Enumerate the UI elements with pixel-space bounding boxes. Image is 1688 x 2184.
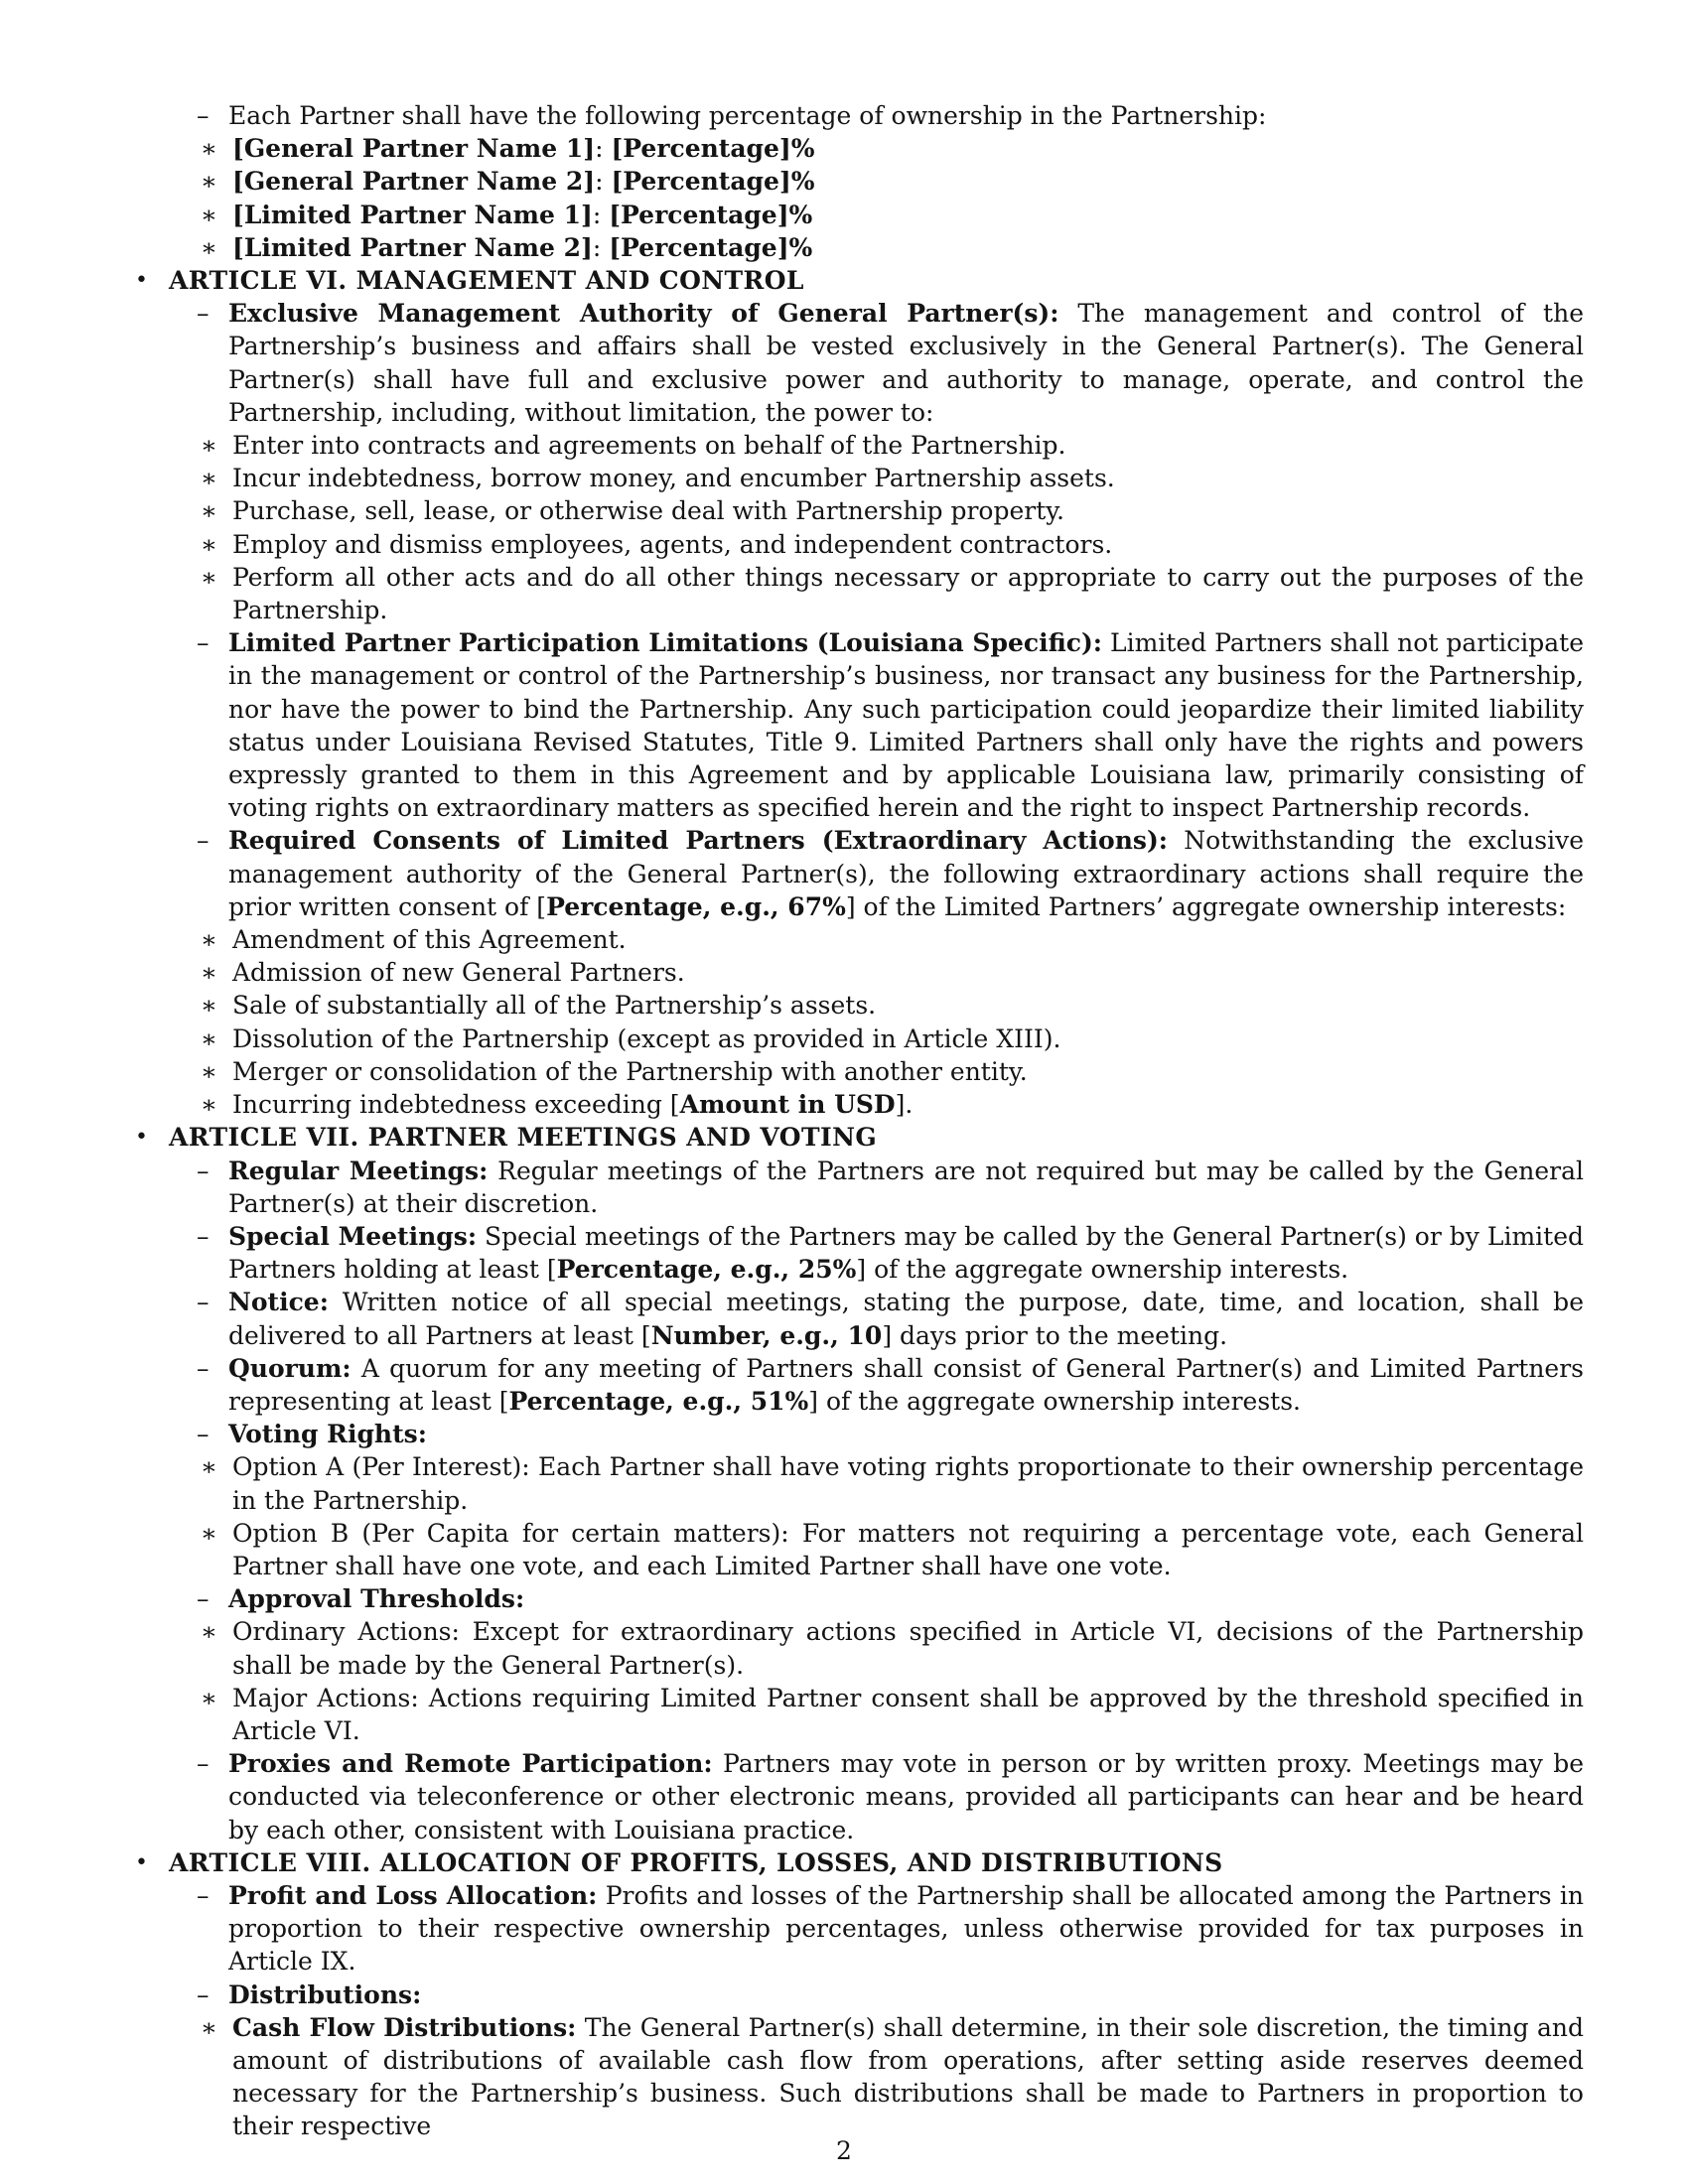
asterisk-marker: ∗: [201, 464, 217, 493]
list-item: ∗ Ordinary Actions: Except for extraordinary actions specified in Article VI, decisions of the Partnership shall be made by the General Partner(s).: [201, 1617, 1584, 1680]
article-heading: ARTICLE VIII. ALLOCATION OF PROFITS, LOSSES, AND DISTRIBUTIONS: [169, 1847, 1223, 1877]
dash-marker: –: [197, 1353, 210, 1383]
asterisk-marker: ∗: [201, 1518, 217, 1548]
list-item: ∗ Merger or consolidation of the Partnership with another entity.: [181, 1055, 1584, 1088]
clause-approval-thresholds: [129, 1582, 1584, 1747]
ownership-intro: Each Partner shall have the following percentage of ownership in the Partnership:: [228, 101, 1267, 130]
ownership-clause: [129, 99, 1584, 264]
asterisk-marker: ∗: [201, 1683, 217, 1712]
article-v-continuation: [129, 99, 1584, 264]
asterisk-marker: ∗: [201, 1452, 217, 1482]
list-item: ∗ [General Partner Name 2]: [Percentage]%: [181, 165, 1584, 198]
clause-regular-meetings: – Regular Meetings: Regular meetings of the Partners are not required but may be called by the General Partner(s) at their discretion.: [197, 1156, 1584, 1218]
asterisk-marker: ∗: [201, 991, 217, 1021]
dash-marker: –: [197, 1420, 210, 1449]
dash-marker: –: [197, 1156, 210, 1185]
bullet-marker: •: [135, 268, 148, 294]
asterisk-marker: ∗: [201, 232, 217, 262]
list-item: ∗ Perform all other acts and do all other things necessary or appropriate to carry out the purposes of the Partnership.: [201, 562, 1584, 625]
page-number: 2: [836, 2136, 852, 2165]
asterisk-marker: ∗: [201, 200, 217, 229]
clause-required-consents: – Required Consents of Limited Partners (Extraordinary Actions): Notwithstanding the exclusive management authority of the General Partner(s), the following extraordinary actions shall require the prior written consent of [Percentage, e.g., 67%] of the Limited Partners’ aggregate ownership interests: ∗ Amendment of this Agreement. ∗ Admission of new General Partners. ∗ Sale of substantially all of the Partnership’s assets. ∗ Dissolution of the Partnership (except as provided in Article XIII). ∗ Merger or consolidation of the Partnership with another entity. ∗ Incurring indebtedness exceeding [Amount in USD].: [129, 824, 1584, 1121]
clause-label: Distributions:: [228, 1979, 422, 2009]
list-item: ∗ Major Actions: Actions requiring Limited Partner consent shall be approved by the threshold specified in Article VI.: [201, 1683, 1584, 1745]
list-item: ∗ Enter into contracts and agreements on behalf of the Partnership.: [181, 429, 1584, 462]
asterisk-marker: ∗: [201, 1617, 217, 1647]
asterisk-marker: ∗: [201, 1056, 217, 1086]
articles-list: [129, 99, 1584, 2143]
clause-label: Quorum:: [228, 1353, 352, 1383]
asterisk-marker: ∗: [201, 925, 217, 955]
clause-management-authority: – Exclusive Management Authority of General Partner(s): The management and control of the Partnership’s business and affairs shall be vested exclusively in the General Partner(s). The General Partner(s) shall have full and exclusive power and authority to manage, operate, and control the Partnership, including, without limitation, the power to: ∗ Enter into contracts and agreements on behalf of the Partnership. ∗ Incur indebtedness, borrow money, and encumber Partnership assets. ∗ Purchase, sell, lease, or otherwise deal with Partnership property. ∗ Employ and dismiss employees, agents, and independent contractors. ∗ Perform all other acts and do all other things necessary or appropriate to carry out the purposes of the Partnership.: [129, 297, 1584, 626]
dash-marker: –: [197, 1880, 210, 1910]
list-item: ∗ [Limited Partner Name 2]: [Percentage]%: [181, 231, 1584, 264]
article-viii: [129, 1846, 1584, 2143]
dash-marker: –: [197, 1584, 210, 1614]
article-heading: ARTICLE VI. MANAGEMENT AND CONTROL: [169, 266, 804, 296]
list-item: ∗ Incur indebtedness, borrow money, and encumber Partnership assets.: [181, 462, 1584, 494]
clause-label: Approval Thresholds:: [228, 1584, 525, 1614]
clause-label: Limited Partner Participation Limitations (Louisiana Specific):: [228, 628, 1103, 658]
list-item: ∗ [Limited Partner Name 1]: [Percentage]%: [181, 199, 1584, 231]
clause-distributions: [129, 1979, 1584, 2143]
dash-marker: –: [197, 826, 210, 856]
asterisk-marker: ∗: [201, 1024, 217, 1053]
list-item: ∗ Cash Flow Distributions: The General Partner(s) shall determine, in their sole discretion, the timing and amount of distributions of available cash flow from operations, after setting aside reserves deemed necessary for the Partnership’s business. Such distributions shall be made to Partners in proportion to their respective: [201, 2012, 1584, 2141]
list-item: ∗ Option B (Per Capita for certain matters): For matters not requiring a percentage vote, each General Partner shall have one vote, and each Limited Partner shall have one vote.: [201, 1518, 1584, 1580]
list-item: ∗ Purchase, sell, lease, or otherwise deal with Partnership property.: [181, 494, 1584, 527]
dash-marker: –: [197, 1749, 210, 1779]
asterisk-marker: ∗: [201, 529, 217, 559]
asterisk-marker: ∗: [201, 134, 217, 164]
asterisk-marker: ∗: [201, 167, 217, 197]
article-vi: [129, 264, 1584, 1121]
clause-label: Regular Meetings:: [228, 1156, 489, 1185]
clause-label: Notice:: [228, 1288, 329, 1317]
clause-quorum: – Quorum: A quorum for any meeting of Partners shall consist of General Partner(s) and Limited Partners representing at least [Percentage, e.g., 51%] of the aggregate ownership interests.: [197, 1353, 1584, 1416]
dash-marker: –: [197, 299, 210, 329]
clause-notice: – Notice: Written notice of all special meetings, stating the purpose, date, time, and location, shall be delivered to all Partners at least [Number, e.g., 10] days prior to the meeting.: [197, 1288, 1584, 1350]
clause-label: Voting Rights:: [228, 1420, 427, 1449]
dash-marker: –: [197, 101, 210, 130]
clause-label: Required Consents of Limited Partners (Extraordinary Actions):: [228, 826, 1169, 856]
list-item: ∗ Incurring indebtedness exceeding [Amount in USD].: [181, 1088, 1584, 1121]
dash-marker: –: [197, 628, 210, 658]
list-item: ∗ [General Partner Name 1]: [Percentage]%: [181, 132, 1584, 165]
bullet-marker: •: [135, 1125, 148, 1151]
article-heading: ARTICLE VII. PARTNER MEETINGS AND VOTING: [169, 1123, 878, 1153]
clause-label: Exclusive Management Authority of General Partner(s):: [228, 299, 1059, 329]
clause-voting-rights: [129, 1418, 1584, 1582]
clause-proxies: – Proxies and Remote Participation: Partners may vote in person or by written proxy. Meetings may be conducted via teleconference or other electronic means, provided all participants can hear and be heard by each other, consistent with Louisiana practice.: [197, 1749, 1585, 1844]
list-item: ∗ Admission of new General Partners.: [181, 956, 1584, 989]
list-item: ∗ Amendment of this Agreement.: [181, 923, 1584, 956]
clause-limited-partner-limitations: – Limited Partner Participation Limitations (Louisiana Specific): Limited Partners shall not participate in the management or control of the Partnership’s business, nor transact any business for the Partnership, nor have the power to bind the Partnership. Any such participation could jeopardize their limited liability status under Louisiana Revised Statutes, Title 9. Limited Partners shall only have the rights and powers expressly granted to them in this Agreement and by applicable Louisiana law, primarily consisting of voting rights on extraordinary matters as specified herein and the right to inspect Partnership records.: [197, 628, 1585, 823]
list-item: ∗ Sale of substantially all of the Partnership’s assets.: [181, 989, 1584, 1022]
clause-label: Profit and Loss Allocation:: [228, 1880, 598, 1910]
list-item: ∗ Option A (Per Interest): Each Partner shall have voting rights proportionate to their ownership percentage in the Partnership.: [201, 1452, 1584, 1515]
asterisk-marker: ∗: [201, 496, 217, 526]
clause-label: Special Meetings:: [228, 1221, 478, 1251]
list-item: ∗ Dissolution of the Partnership (except as provided in Article XIII).: [181, 1023, 1584, 1055]
dash-marker: –: [197, 1221, 210, 1251]
asterisk-marker: ∗: [201, 562, 217, 592]
clause-profit-loss: – Profit and Loss Allocation: Profits and losses of the Partnership shall be allocated among the Partners in proportion to their respective ownership percentages, unless otherwise provided for tax purposes in Article IX.: [197, 1880, 1584, 1977]
dash-marker: –: [197, 1288, 210, 1317]
asterisk-marker: ∗: [201, 2012, 217, 2042]
bullet-marker: •: [135, 1849, 148, 1875]
document-body: [129, 99, 1584, 2143]
list-item: ∗ Employ and dismiss employees, agents, and independent contractors.: [181, 528, 1584, 561]
asterisk-marker: ∗: [201, 431, 217, 461]
ownership-list: [201, 132, 1584, 264]
asterisk-marker: ∗: [201, 1090, 217, 1120]
clause-special-meetings: – Special Meetings: Special meetings of the Partners may be called by the General Partner(s) or by Limited Partners holding at least [Percentage, e.g., 25%] of the aggregate ownership interests.: [197, 1221, 1584, 1285]
clause-label: Proxies and Remote Participation:: [228, 1749, 713, 1779]
article-vii: [129, 1121, 1584, 1845]
dash-marker: –: [197, 1979, 210, 2009]
asterisk-marker: ∗: [201, 958, 217, 988]
